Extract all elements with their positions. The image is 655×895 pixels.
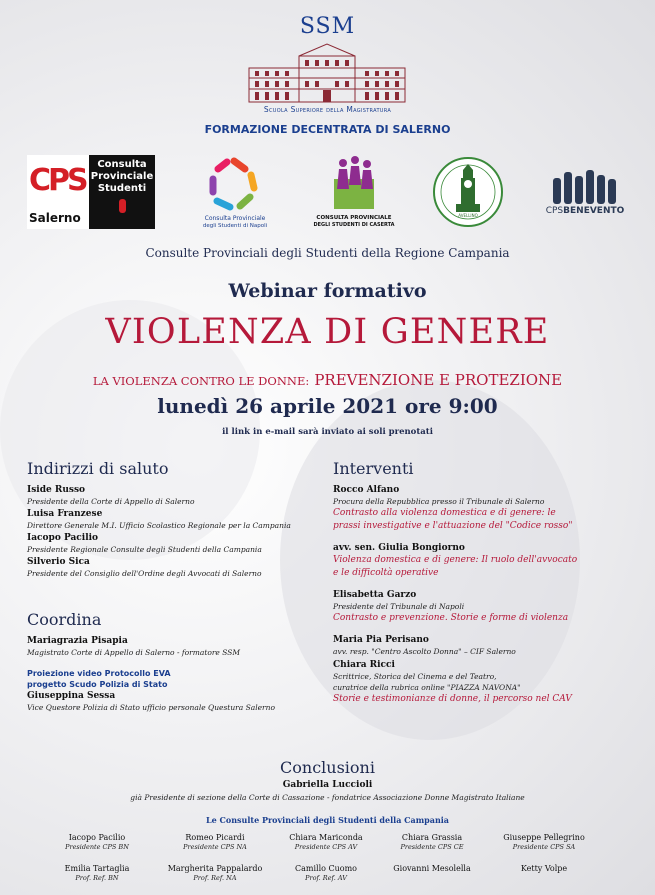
speaker-topic: Contrasto e prevenzione. Storie e forme di violenza [333,613,569,623]
coordina-heading: Coordina [27,610,102,629]
person-role: Presidente della Corte di Appello di Salerno [27,497,195,506]
cps-member [484,832,604,852]
cps-member-role: Presidente CPS SA [512,843,576,851]
conclusioni-heading: Conclusioni [280,758,375,777]
interventi-section [333,459,633,706]
ssm-logo [240,14,415,119]
cps-member [155,863,275,883]
cps-member-role: Presidente CPS CE [400,843,464,851]
logo-cps-salerno [27,155,155,229]
projection-line2: progetto Scudo Polizia di Stato [27,680,168,689]
speaker-topic: prassi investigative e l'attuazione del "Codice rosso" [333,521,573,531]
salerno-city: Salerno [29,211,81,225]
salerno-black-panel [89,155,155,229]
speaker-topic: e le difficoltà operative [333,568,439,578]
person-role: Direttore Generale M.I. Ufficio Scolastico Regionale per la Campania [27,521,291,530]
speaker-name: Rocco Alfano [333,485,400,495]
students-jumping-icon [329,155,379,213]
speaker-topic: Violenza domestica e di genere: Il ruolo dell'avvocato [333,555,578,565]
saluti-person [27,532,327,555]
cps-member [37,863,157,883]
saluti-heading: Indirizzi di saluto [27,459,169,478]
coordina-name2: Giuseppina Sessa [27,691,116,701]
cps-member [266,832,386,852]
benevento-city: BENEVENTO [563,206,625,216]
interventi-heading: Interventi [333,459,414,478]
consulte-heading: Le Consulte Provinciali degli Studenti della Campania [206,815,449,825]
projection-line1: Proiezione video Protocollo EVA [27,669,171,678]
cps-member-role: Prof. Ref. AV [305,874,347,882]
caserta-line1: CONSULTA PROVINCIALE [316,215,392,221]
palace-illustration [247,42,407,104]
tagline-prefix: LA VIOLENZA CONTRO LE DONNE: [92,374,310,388]
conclusioni-name: Gabriella Luccioli [282,780,373,790]
cps-member-role: Prof. Ref. BN [75,874,119,882]
benevento-prefix: CPS [545,206,564,216]
speaker-topic: Storie e testimonianze di donne, il percorso nel CAV [333,694,572,704]
salerno-line2: Provinciale [90,171,154,182]
coordina-role2: Vice Questore Polizia di Stato ufficio personale Questura Salerno [27,703,275,712]
cps-member-name: Giuseppe Pellegrino [503,833,585,842]
conclusioni-role: già Presidente di sezione della Corte di Cassazione - fondatrice Associazione Donne Magistrato Italiane [130,793,525,802]
saluti-person [27,556,327,579]
speaker-topic: Contrasto alla violenza domestica e di genere: le [333,508,556,518]
cps-member [372,863,492,874]
school-name: Scuola Superiore della Magistratura [263,105,392,114]
cps-member-role: Presidente CPS NA [183,843,247,851]
speaker-name: Chiara Ricci [333,660,395,670]
logo-cps-avellino [432,156,504,228]
cps-member [484,863,604,874]
speaker-role: Scrittrice, Storica del Cinema e del Teatro, [333,672,497,681]
speaker-role: Presidente del Tribunale di Napoli [333,602,465,611]
cps-member-name: Iacopo Pacilio [68,833,126,842]
raised-hands-icon [550,168,620,204]
salerno-line1: Consulta [97,159,147,170]
speaker-name: Maria Pia Perisano [333,635,429,645]
cps-member-name: Chiara Mariconda [289,833,363,842]
cps-member-role: Presidente CPS AV [294,843,358,851]
logo-cps-napoli [190,155,280,235]
logo-cps-caserta [312,155,396,235]
person-name: Iside Russo [27,485,86,495]
cps-member [37,832,157,852]
saluti-person [27,484,327,507]
person-role: Presidente del Consiglio dell'Ordine degli Avvocati di Salerno [27,569,262,578]
speaker-role: avv. resp. "Centro Ascolto Donna" – CIF Salerno [333,647,516,656]
napoli-line1: Consulta Provinciale [204,215,266,222]
hands-circle-icon [205,155,263,213]
person-name: Silverio Sica [27,557,90,567]
subtitle: Consulte Provinciali degli Studenti della Regione Campania [145,246,510,260]
coordina-section [27,610,327,713]
event-tagline [0,370,655,389]
saluti-person [27,508,327,531]
cps-monogram-icon: CPS [29,163,86,198]
ssm-logo-text: SSM [299,14,356,39]
exclamation-icon [119,199,126,213]
saluti-section [27,459,327,579]
cps-member [155,832,275,852]
speaker [333,659,633,706]
person-role: Presidente Regionale Consulte degli Studenti della Campania [27,545,262,554]
cps-member-name: Chiara Grassia [401,833,463,842]
logo-cps-benevento [545,168,625,223]
speaker [333,484,633,533]
napoli-line2: degli Studenti di Napoli [202,223,268,229]
salerno-line3: Studenti [97,183,147,194]
person-name: Luisa Franzese [27,509,103,519]
speaker-role: curatrice della rubrica online "PIAZZA NAVONA" [333,683,521,692]
speaker [333,542,633,580]
speaker-role: Procura della Repubblica presso il Tribunale di Salerno [333,497,545,506]
cps-member-name: Camillo Cuomo [294,864,357,873]
cps-member-name: Giovanni Mesolella [393,864,471,873]
caserta-line2: DEGLI STUDENTI DI CASERTA [313,222,395,228]
benevento-label [545,206,625,216]
speaker [333,589,633,625]
cps-member-name: Ketty Volpe [520,864,568,873]
formazione-title: FORMAZIONE DECENTRATA DI SALERNO [204,123,451,136]
cps-member-name: Emilia Tartaglia [64,864,130,873]
coordina-role: Magistrato Corte di Appello di Salerno - formatore SSM [27,648,241,657]
salerno-badge [27,155,89,229]
cps-member-role: Presidente CPS BN [65,843,129,851]
event-title: VIOLENZA DI GENERE [105,312,550,352]
speaker [333,634,633,657]
cps-member [266,863,386,883]
event-kind: Webinar formativo [228,280,427,302]
cps-member-name: Margherita Pappalardo [167,864,263,873]
cps-member-name: Romeo Picardi [185,833,245,842]
tagline-suffix: PREVENZIONE E PROTEZIONE [314,371,563,389]
cps-member [372,832,492,852]
person-name: Iacopo Pacilio [27,533,99,543]
speaker-name: avv. sen. Giulia Bongiorno [333,543,465,553]
avellino-label: AVELLINO [458,213,478,218]
coordina-name: Mariagrazia Pisapia [27,636,128,646]
link-note: il link in e-mail sarà inviato ai soli prenotati [222,427,433,437]
speaker-name: Elisabetta Garzo [333,590,417,600]
cps-member-role: Prof. Ref. NA [193,874,237,882]
event-date: lunedì 26 aprile 2021 ore 9:00 [157,394,498,418]
